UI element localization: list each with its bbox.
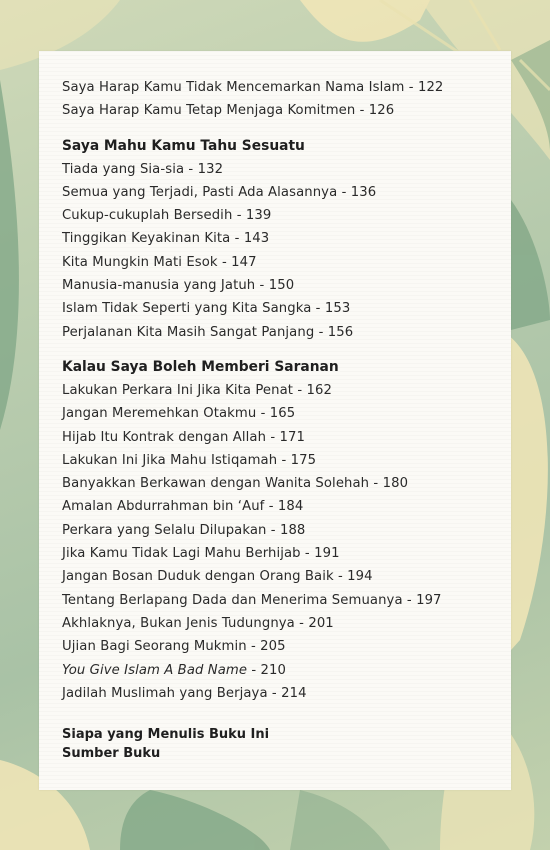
- toc-entry: [62, 589, 502, 612]
- toc-entry: [62, 495, 502, 518]
- toc-entry-title: Akhlaknya, Bukan Jenis Tudungnya: [62, 615, 295, 631]
- toc-entry-page: 205: [260, 639, 286, 655]
- toc-entry-separator: -: [247, 662, 261, 678]
- toc-entry: [62, 472, 502, 495]
- toc-entry-separator: -: [264, 499, 278, 515]
- toc-entry-separator: -: [311, 301, 325, 317]
- toc-entry-title: Tinggikan Keyakinan Kita: [62, 231, 231, 247]
- toc-entry: [62, 379, 502, 402]
- toc-entry-separator: -: [256, 406, 270, 422]
- toc-entry-title: Kita Mungkin Mati Esok: [62, 254, 218, 270]
- toc-entry-page: 194: [347, 569, 373, 585]
- toc-entry-separator: -: [337, 184, 351, 200]
- toc-entry-page: 162: [306, 382, 332, 398]
- toc-entry-page: 156: [327, 324, 354, 340]
- toc-entry-page: 126: [368, 103, 395, 119]
- toc-entry-page: 139: [245, 208, 272, 224]
- toc-entry-separator: -: [294, 615, 309, 631]
- toc-entry-title: Jadilah Muslimah yang Berjaya: [62, 685, 268, 701]
- toc-entry-title: Jangan Meremehkan Otakmu: [62, 406, 257, 422]
- toc-entry-title: Lakukan Perkara Ini Jika Kita Penat: [62, 382, 294, 398]
- toc-entry-separator: -: [255, 278, 269, 294]
- toc-entry-separator: -: [355, 103, 369, 119]
- toc-entry-separator: -: [246, 639, 261, 655]
- toc-entry-separator: -: [277, 452, 291, 468]
- toc-entry: [62, 181, 502, 204]
- toc-entry-title: Manusia-manusia yang Jatuh: [62, 278, 256, 294]
- toc-entry-page: 153: [324, 301, 351, 317]
- toc-entry-page: 165: [269, 406, 296, 422]
- toc-entry-title: Tiada yang Sia-sia: [62, 161, 185, 177]
- section-heading: Saya Mahu Kamu Tahu Sesuatu: [62, 137, 305, 154]
- toc-entry-title: Saya Harap Kamu Tetap Menjaga Komitmen: [62, 103, 356, 119]
- toc-entry-title: Cukup-cukuplah Bersedih: [62, 208, 233, 224]
- table-of-contents: [62, 76, 502, 763]
- toc-entry-separator: -: [402, 592, 417, 608]
- toc-entry-page: 132: [197, 161, 224, 177]
- toc-entry: [62, 274, 502, 297]
- toc-entry-separator: -: [333, 569, 348, 585]
- toc-entry-separator: -: [230, 231, 244, 247]
- toc-entry: [62, 76, 502, 99]
- toc-entry: [62, 659, 502, 682]
- toc-entry-page: 214: [281, 685, 307, 701]
- toc-entry-separator: -: [267, 685, 282, 701]
- toc-entry: [62, 682, 502, 705]
- toc-entry-separator: -: [266, 522, 280, 538]
- toc-entry: [62, 158, 502, 181]
- toc-entry-separator: -: [300, 546, 315, 562]
- toc-entry-separator: -: [293, 382, 307, 398]
- toc-entry-separator: -: [232, 208, 246, 224]
- toc-page: [39, 51, 511, 790]
- toc-entry-separator: -: [266, 429, 280, 445]
- toc-entry-title: Hijab Itu Kontrak dengan Allah: [62, 429, 267, 445]
- toc-entry-page: 171: [279, 429, 305, 445]
- toc-entry-title: You Give Islam A Bad Name: [62, 662, 248, 678]
- toc-entry-separator: -: [184, 161, 198, 177]
- toc-entry: [62, 542, 502, 565]
- toc-entry-separator: -: [217, 254, 232, 270]
- closing-heading: Sumber Buku: [62, 746, 161, 762]
- toc-entry-page: 191: [314, 546, 340, 562]
- toc-entry: [62, 519, 502, 542]
- toc-entry-page: 122: [417, 80, 444, 95]
- toc-entry: [62, 321, 502, 344]
- toc-entry-title: Lakukan Ini Jika Mahu Istiqamah: [62, 452, 278, 468]
- toc-entry-title: Amalan Abdurrahman bin ‘Auf: [62, 499, 265, 515]
- toc-entry-separator: -: [369, 476, 383, 492]
- toc-entry-page: 180: [382, 476, 409, 492]
- toc-entry-separator: -: [404, 80, 418, 95]
- toc-entry-page: 188: [279, 522, 306, 538]
- toc-entry-page: 136: [350, 184, 377, 200]
- section-heading: Kalau Saya Boleh Memberi Saranan: [62, 358, 339, 375]
- toc-entry-page: 210: [260, 662, 287, 678]
- toc-entry: [62, 612, 502, 635]
- toc-entry-title: Saya Harap Kamu Tidak Mencemarkan Nama Islam: [62, 80, 405, 95]
- toc-entry: [62, 99, 502, 122]
- toc-entry: [62, 251, 502, 274]
- toc-entry: [62, 565, 502, 588]
- toc-entry: [62, 635, 502, 658]
- toc-entry-title: Islam Tidak Seperti yang Kita Sangka: [62, 301, 312, 317]
- toc-entry: [62, 204, 502, 227]
- toc-entry-title: Perkara yang Selalu Dilupakan: [62, 522, 267, 538]
- toc-entry-separator: -: [314, 324, 328, 340]
- toc-entry: [62, 227, 502, 250]
- toc-entry-title: Banyakkan Berkawan dengan Wanita Solehah: [62, 476, 370, 492]
- toc-entry-page: 197: [416, 592, 442, 608]
- toc-entry-page: 201: [308, 615, 334, 631]
- toc-entry: [62, 402, 502, 425]
- toc-entry-page: 175: [290, 452, 317, 468]
- toc-entry-title: Ujian Bagi Seorang Mukmin: [62, 639, 247, 655]
- toc-entry-page: 150: [268, 278, 295, 294]
- toc-entry-title: Perjalanan Kita Masih Sangat Panjang: [62, 324, 315, 340]
- closing-section: [62, 725, 502, 763]
- toc-entry-page: 143: [243, 231, 270, 247]
- closing-heading: Siapa yang Menulis Buku Ini: [62, 727, 270, 743]
- toc-entry: [62, 426, 502, 449]
- toc-entry-title: Tentang Berlapang Dada dan Menerima Semuanya: [62, 592, 403, 608]
- toc-entry-title: Jangan Bosan Duduk dengan Orang Baik: [62, 569, 334, 585]
- toc-entry-page: 147: [231, 254, 257, 270]
- toc-entry-title: Semua yang Terjadi, Pasti Ada Alasannya: [62, 184, 338, 200]
- toc-entry: [62, 449, 502, 472]
- toc-entry-title: Jika Kamu Tidak Lagi Mahu Berhijab: [62, 546, 301, 562]
- toc-entry-page: 184: [277, 499, 304, 515]
- toc-entry: [62, 297, 502, 320]
